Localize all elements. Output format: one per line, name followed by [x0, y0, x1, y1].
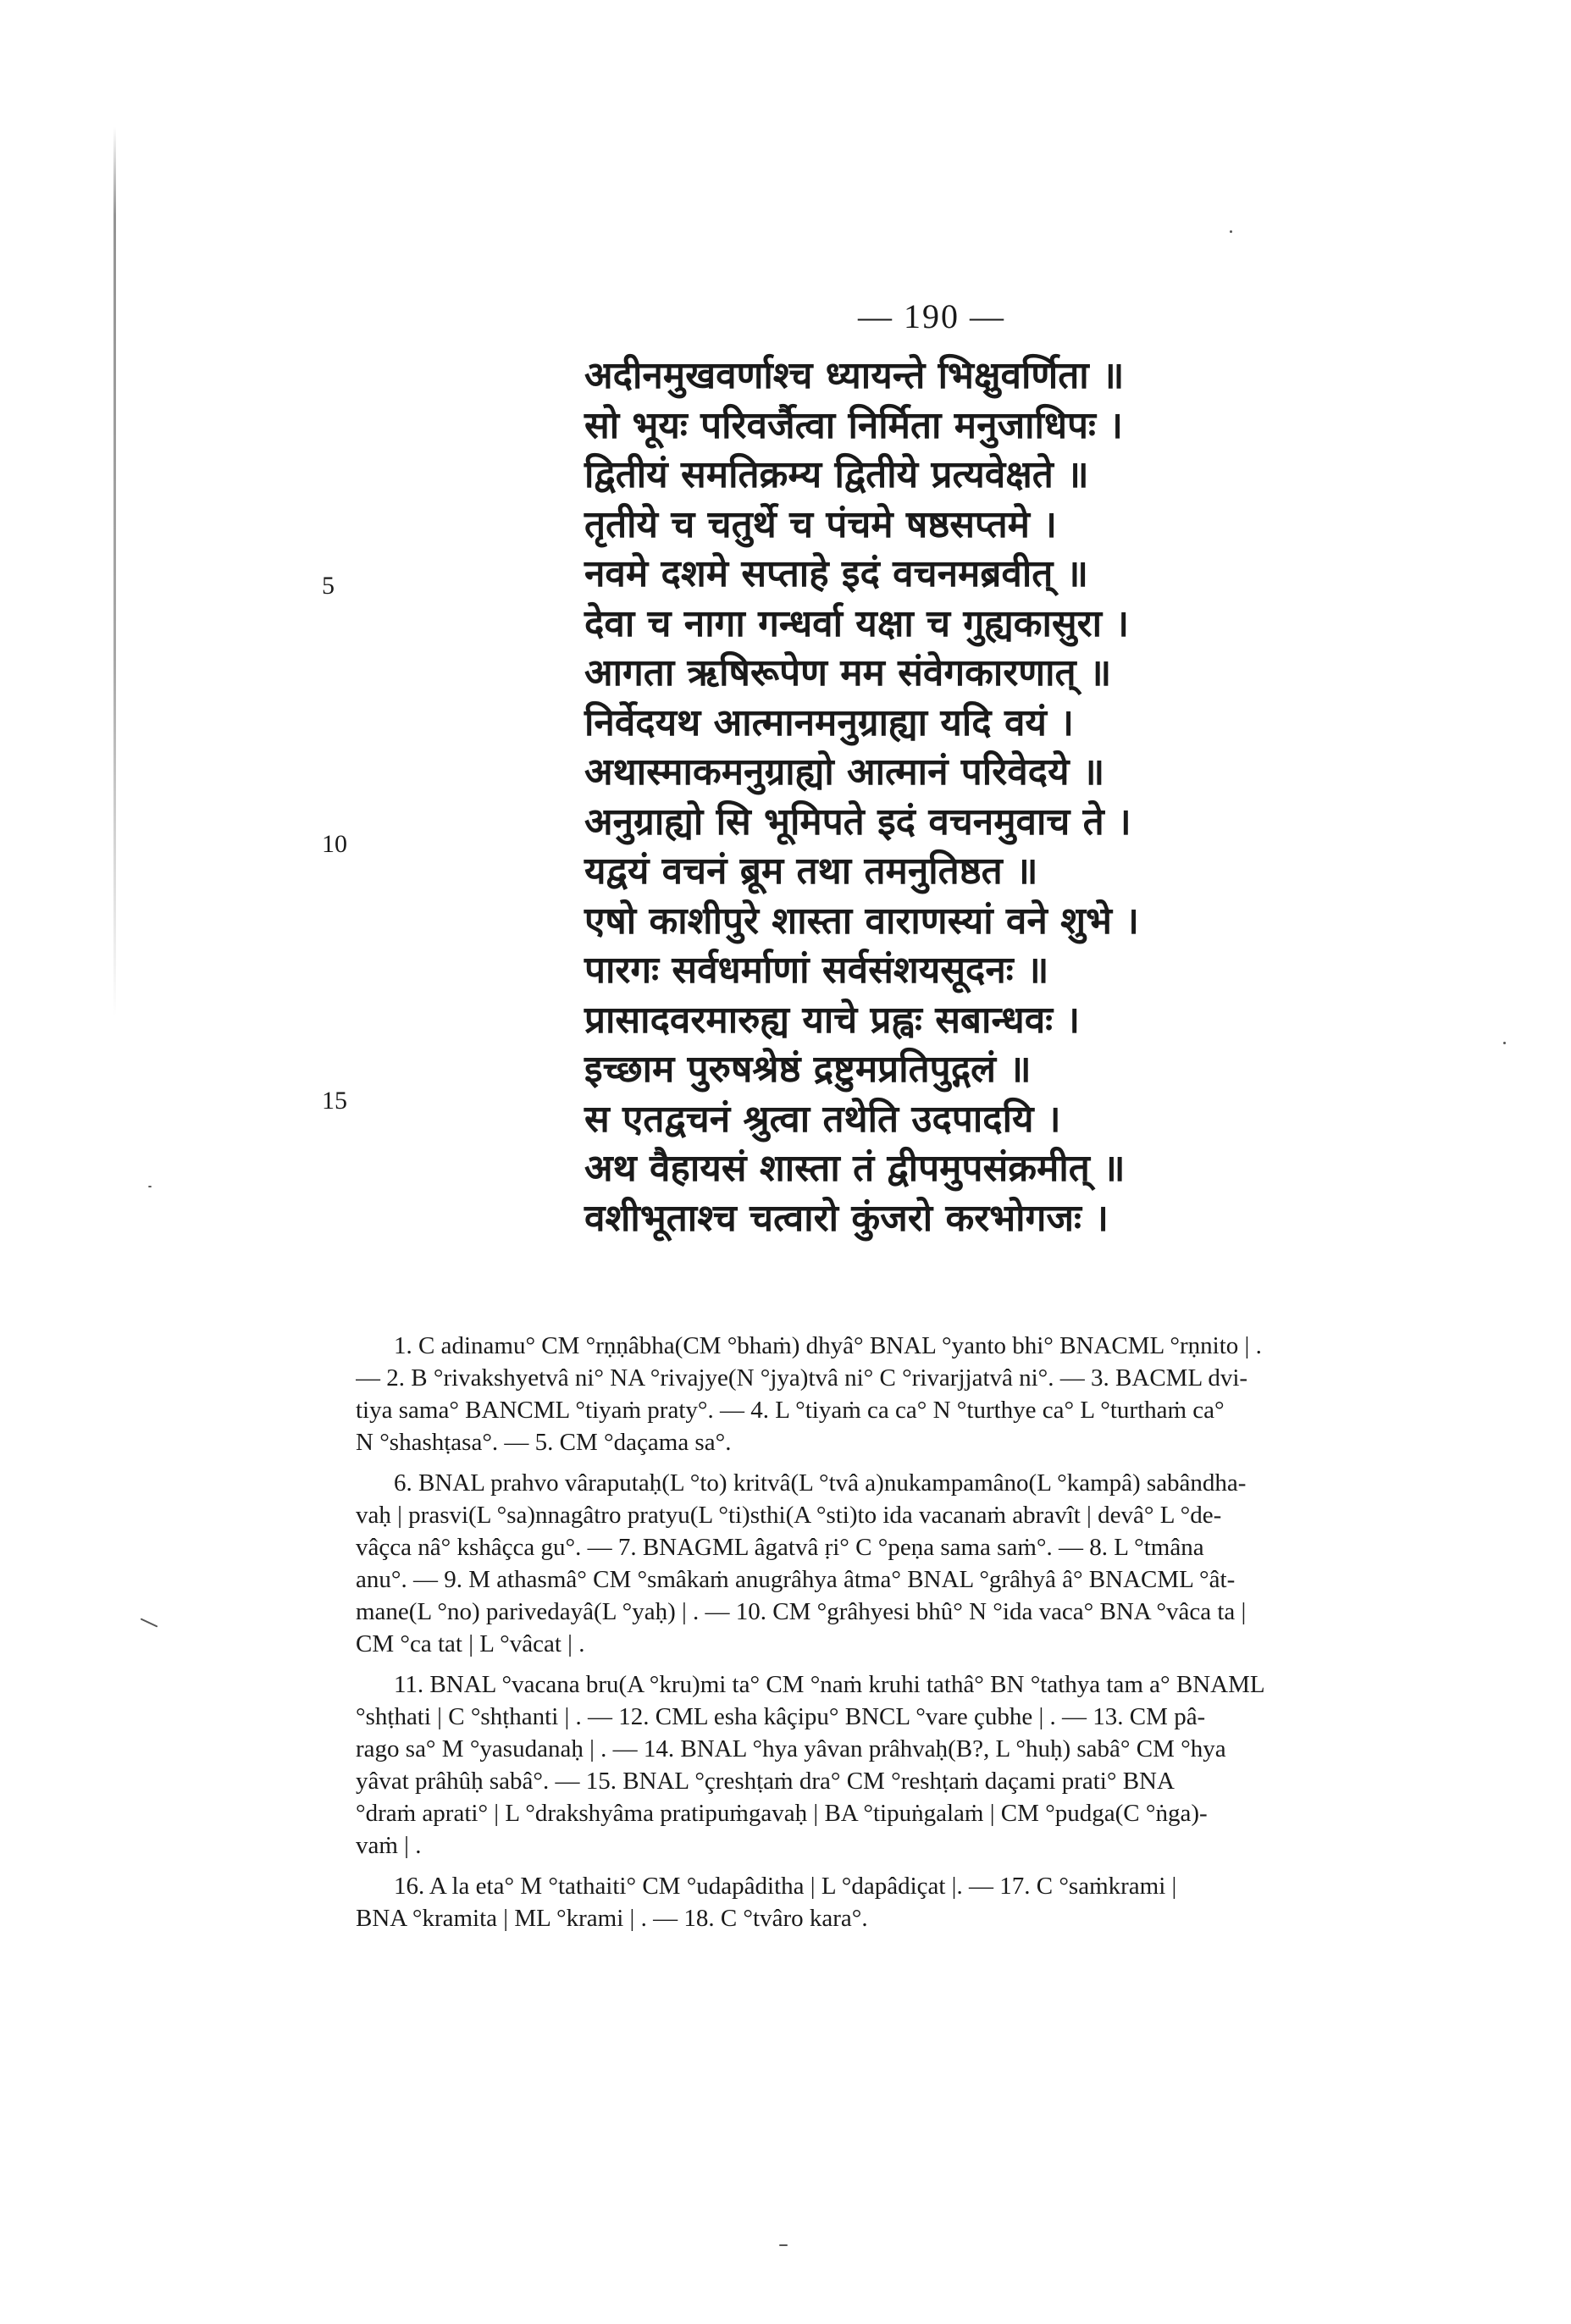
verse-line: यद्वयं वचनं ब्रूम तथा तमनुतिष्ठत ॥ [584, 849, 1038, 893]
note-line: tiya sama° BANCML °tiyaṁ praty°. — 4. L °tiyaṁ ca ca° N °turthye ca° L °turthaṁ ca° [356, 1397, 1225, 1424]
verse-line: निर्वेदयथ आत्मानमनुग्राह्या यदि वयं । [584, 700, 1074, 744]
line-number-15: 15 [322, 1087, 347, 1115]
verse-line: अदीनमुखवर्णाश्च ध्यायन्ते भिक्षुवर्णिता ॥ [584, 354, 1125, 397]
note-line: yâvat prâhûḥ sabâ°. — 15. BNAL °çreshṭaṁ dra° CM °reshṭaṁ daçami prati° BNA [356, 1768, 1175, 1795]
verse-line: पारगः सर्वधर्माणां सर्वसंशयसूदनः ॥ [584, 949, 1049, 992]
note-line: CM °ca tat | L °vâcat | . [356, 1630, 585, 1657]
verse-line: प्रासादवरमारुह्य याचे प्रह्वः सबान्धवः । [584, 998, 1081, 1042]
verse-line: इच्छाम पुरुषश्रेष्ठं द्रष्टुमप्रतिपुद्गलं ॥ [584, 1048, 1032, 1091]
verse-line: सो भूयः परिवर्जैत्वा निर्मिता मनुजाधिपः । [584, 403, 1123, 447]
verse-line: वशीभूताश्च चत्वारो कुंजरो करभोगजः । [584, 1196, 1109, 1240]
note-line: — 2. B °rivakshyetvâ ni° NA °rivajye(N °jya)tvâ ni° C °rivarjjatvâ ni°. — 3. BACML dvi- [356, 1364, 1248, 1392]
note-line: °draṁ aprati° | L °drakshyâma pratipuṁgavaḥ | BA °tipuṅgalaṁ | CM °pudga(C °ṅga)- [356, 1800, 1208, 1827]
line-number-5: 5 [322, 572, 335, 600]
line-number-10: 10 [322, 830, 347, 858]
note-line: N °shashṭasa°. — 5. CM °daçama sa°. [356, 1429, 732, 1456]
verse-line: द्वितीयं समतिक्रम्य द्वितीये प्रत्यवेक्षते ॥ [584, 453, 1089, 496]
note-line: 11. BNAL °vacana bru(A °kru)mi ta° CM °naṁ kruhi tathâ° BN °tathya tam a° BNAML [394, 1671, 1265, 1698]
note-line: °shṭhati | C °shṭhanti | . — 12. CML esha kâçipu° BNCL °vare çubhe | . — 13. CM pâ- [356, 1703, 1206, 1730]
verse-line: तृतीये च चतुर्थे च पंचमे षष्ठसप्तमे । [584, 502, 1057, 546]
verse-line: एषो काशीपुरे शास्ता वाराणस्यां वने शुभे । [584, 899, 1139, 943]
page-edge-shadow [113, 127, 116, 1016]
note-line: vaḥ | prasvi(L °sa)nnagâtro pratyu(L °ti)sthi(A °sti)to ida vacanaṁ abravît | devâ° L °de- [356, 1502, 1222, 1529]
print-speck [148, 1186, 152, 1187]
note-line: rago sa° M °yasudanaḥ | . — 14. BNAL °hya yâvan prâhvaḥ(B?, L °huḥ) sabâ° CM °hya [356, 1735, 1226, 1762]
note-line: anu°. — 9. M athasmâ° CM °smâkaṁ anugrâhya âtma° BNAL °grâhyâ â° BNACML °ât- [356, 1566, 1236, 1593]
note-line: BNA °kramita | ML °krami | . — 18. C °tvâro kara°. [356, 1905, 868, 1932]
note-line: 1. C adinamu° CM °rṇṇâbha(CM °bhaṁ) dhyâ° BNAL °yanto bhi° BNACML °rṇnito | . [394, 1332, 1262, 1359]
print-speck [1230, 230, 1232, 233]
note-line: 16. A la eta° M °tathaiti° CM °udapâditha | L °dapâdiçat |. — 17. C °saṁkrami | [394, 1873, 1177, 1900]
critical-apparatus-notes [356, 1330, 1465, 1934]
verse-line: देवा च नागा गन्धर्वा यक्षा च गुह्यकासुरा । [584, 601, 1130, 645]
note-line: mane(L °no) parivedayâ(L °yaḥ) | . — 10. CM °grâhyesi bhû° N °ida vaca° BNA °vâca ta | [356, 1598, 1247, 1625]
note-line: vâçca nâ° kshâçca gu°. — 7. BNAGML âgatvâ ṛi° C °peṇa sama saṁ°. — 8. L °tmâna [356, 1534, 1204, 1561]
print-speck [1503, 1042, 1506, 1044]
verse-line: अनुग्राह्यो सि भूमिपते इदं वचनमुवाच ते । [584, 800, 1131, 844]
verse-line: आगता ऋषिरूपेण मम संवेगकारणात् ॥ [584, 651, 1112, 694]
verse-line: अथास्माकमनुग्राह्यो आत्मानं परिवेदये ॥ [584, 750, 1105, 794]
page-number: — 190 — [858, 297, 1005, 335]
sanskrit-verses [584, 351, 1228, 1243]
note-line: 6. BNAL prahvo vâraputaḥ(L °to) kritvâ(L °tvâ a)nukampamâno(L °kampâ) sabândha- [394, 1469, 1247, 1497]
print-speck [141, 1618, 158, 1627]
verse-line: स एतद्वचनं श्रुत्वा तथेति उदपादयि । [584, 1097, 1061, 1141]
print-speck [779, 2244, 788, 2246]
verse-line: अथ वैहायसं शास्ता तं द्वीपमुपसंक्रमीत् ॥ [584, 1147, 1126, 1190]
verse-line: नवमे दशमे सप्ताहे इदं वचनमब्रवीत् ॥ [584, 552, 1089, 595]
note-line: vaṁ | . [356, 1832, 422, 1859]
